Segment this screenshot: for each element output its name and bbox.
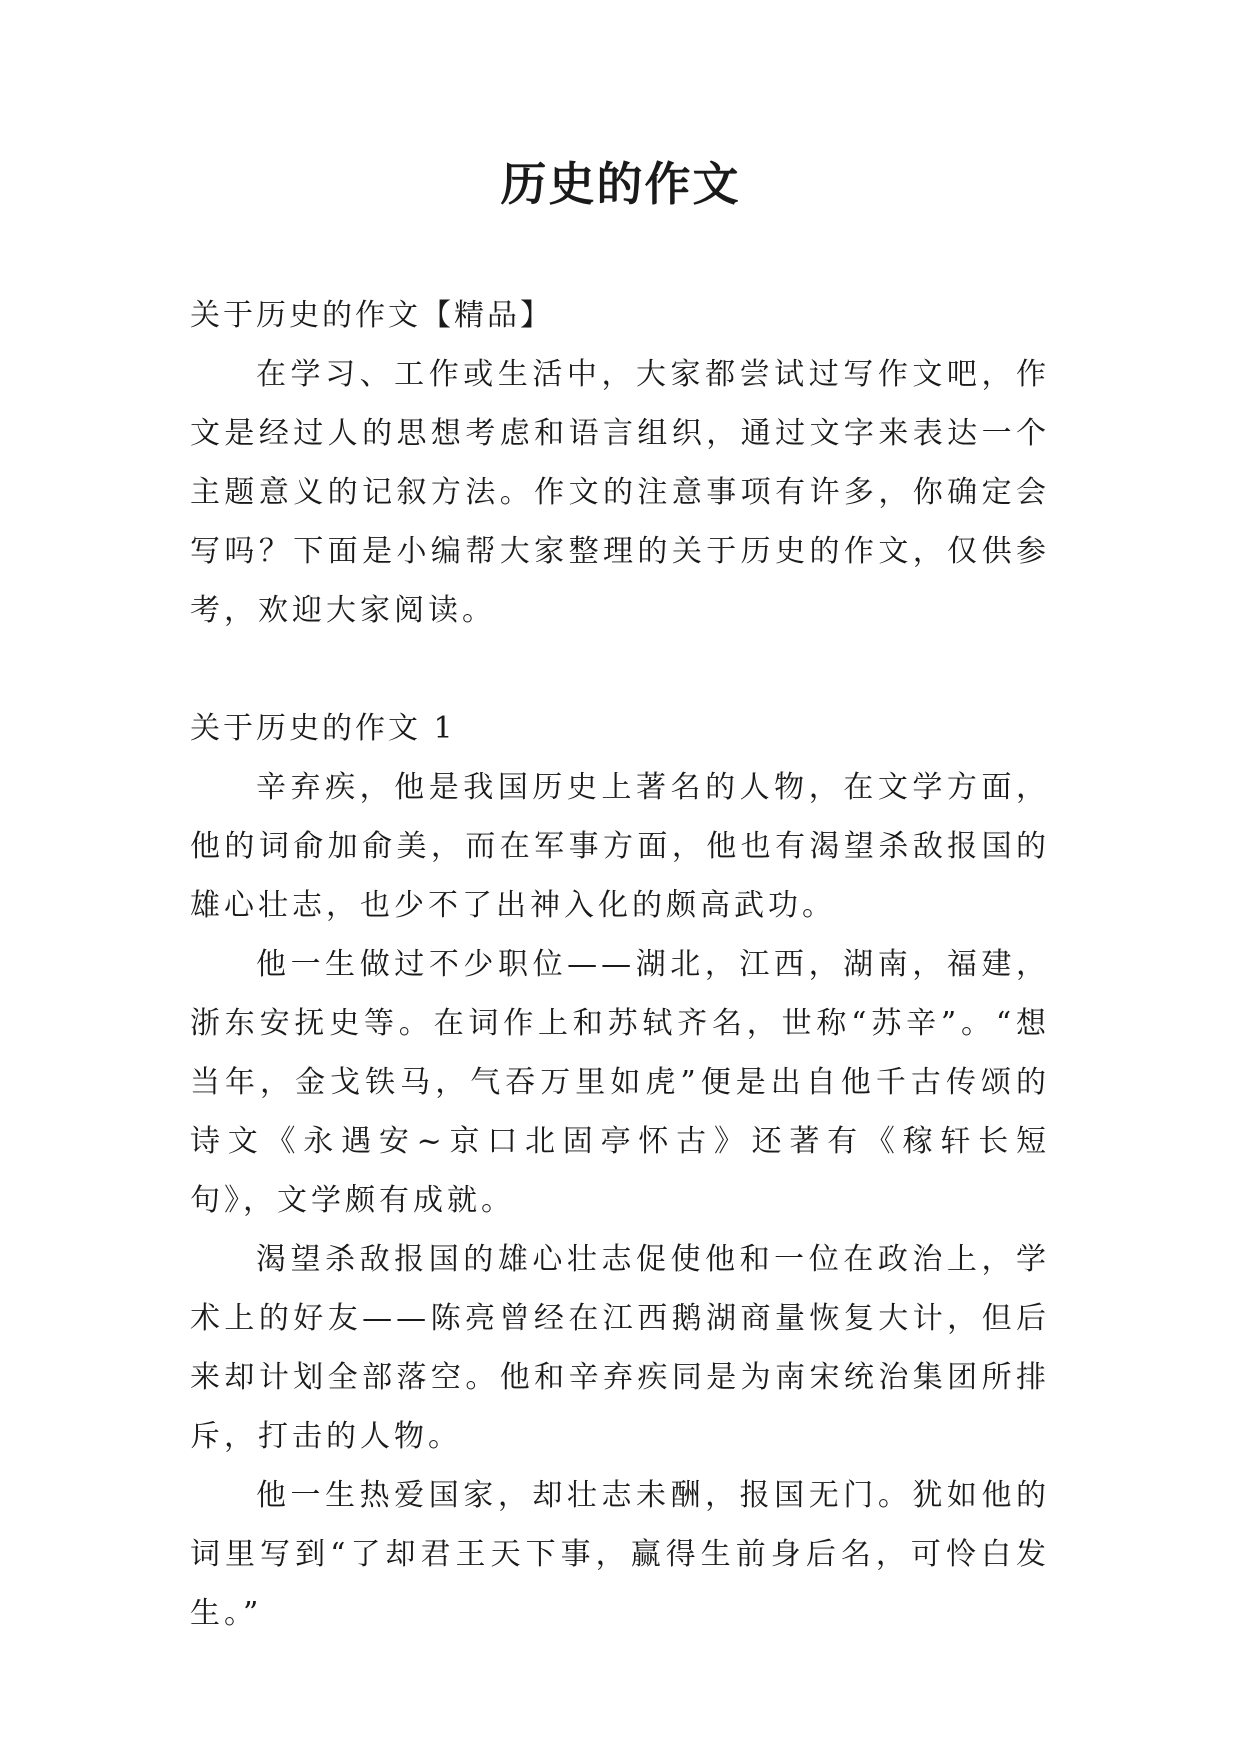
essay-paragraph: 他一生做过不少职位——湖北，江西，湖南，福建，浙东安抚史等。在词作上和苏轼齐名，世称“苏辛”。“想当年，金戈铁马，气吞万里如虎”便是出自他千古传颂的诗文《永遇安~京口北固亭怀古》还著有《稼轩长短句》，文学颇有成就。 — [190, 947, 1050, 1218]
document-title: 历史的作文 — [500, 157, 741, 211]
intro-paragraph: 在学习、工作或生活中，大家都尝试过写作文吧，作文是经过人的思想考虑和语言组织，通过文字来表达一个主题意义的记叙方法。作文的注意事项有许多，你确定会写吗？下面是小编帮大家整理的关于历史的作文，仅供参考，欢迎大家阅读。 — [190, 357, 1050, 628]
essay-heading: 关于历史的作文 1 — [190, 711, 456, 746]
document-body — [190, 286, 1050, 1643]
essay-paragraph: 辛弃疾，他是我国历史上著名的人物，在文学方面，他的词俞加俞美，而在军事方面，他也有渴望杀敌报国的雄心壮志，也少不了出神入化的颇高武功。 — [190, 770, 1050, 923]
section-spacer — [190, 640, 1050, 699]
document-subtitle: 关于历史的作文【精品】 — [190, 298, 553, 333]
essay-paragraph: 他一生热爱国家，却壮志未酬，报国无门。犹如他的词里写到“了却君王天下事，赢得生前身后名，可怜白发生。” — [190, 1478, 1050, 1631]
essay-paragraph: 渴望杀敌报国的雄心壮志促使他和一位在政治上，学术上的好友——陈亮曾经在江西鹅湖商量恢复大计，但后来却计划全部落空。他和辛弃疾同是为南宋统治集团所排斥，打击的人物。 — [190, 1242, 1050, 1454]
